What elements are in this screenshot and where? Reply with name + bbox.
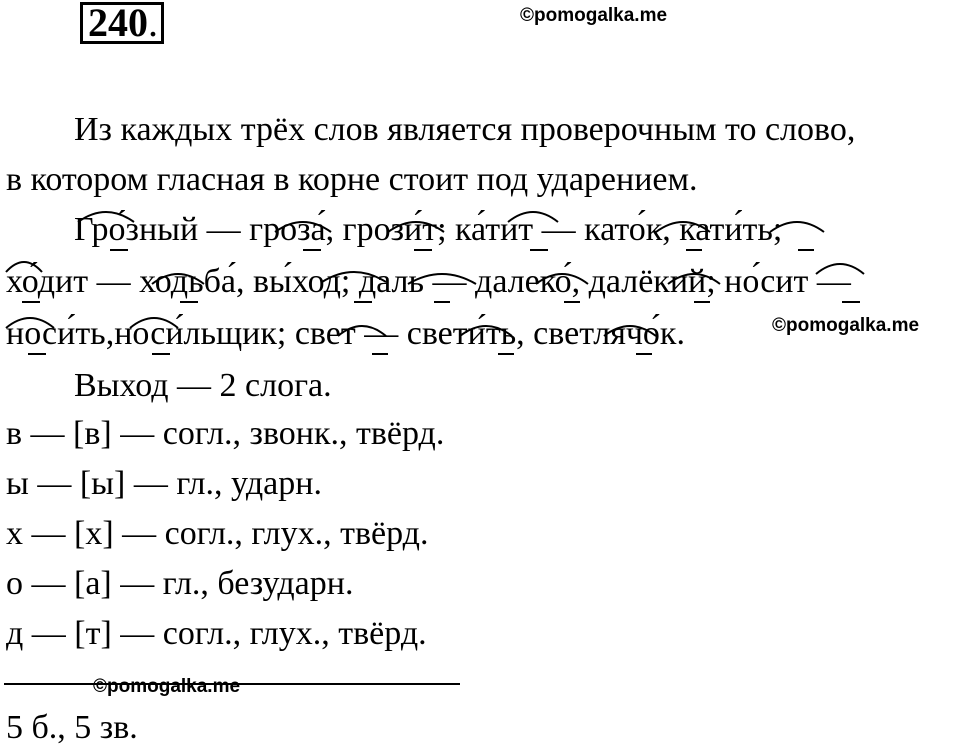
analysis-row: х — [х] — согл., глух., твёрд. xyxy=(6,515,429,552)
analysis-row: о — [а] — гл., безударн. xyxy=(6,565,354,602)
summary: 5 б., 5 зв. xyxy=(6,709,138,746)
paragraph-line-1: Из каждых трёх слов является проверочным то слово, xyxy=(74,111,856,148)
words-line-2: хо́дит — ходьба́, вы́ход; даль — далеко́, далёкий; но́сит — xyxy=(6,263,851,300)
paragraph-line-2: в котором гласная в корне стоит под ударением. xyxy=(6,161,698,198)
analysis-title: Выход — 2 слога. xyxy=(74,367,332,404)
analysis-row: в — [в] — согл., звонк., твёрд. xyxy=(6,415,445,452)
task-number: 240 xyxy=(88,0,148,45)
analysis-row: д — [т] — согл., глух., твёрд. xyxy=(6,615,427,652)
watermark-top: ©pomogalka.me xyxy=(520,5,668,26)
words-line-1: Гро́зный — гроза́, грози́т; ка́тит — като́к, кати́ть; xyxy=(74,211,783,248)
words-line-3: носи́ть,носи́льщик; свет — свети́ть, светлячо́к. xyxy=(6,315,685,352)
watermark-middle: ©pomogalka.me xyxy=(772,315,920,336)
watermark-bottom: ©pomogalka.me xyxy=(93,676,241,697)
task-number-dot: . xyxy=(148,0,158,45)
analysis-row: ы — [ы] — гл., ударн. xyxy=(6,465,322,502)
